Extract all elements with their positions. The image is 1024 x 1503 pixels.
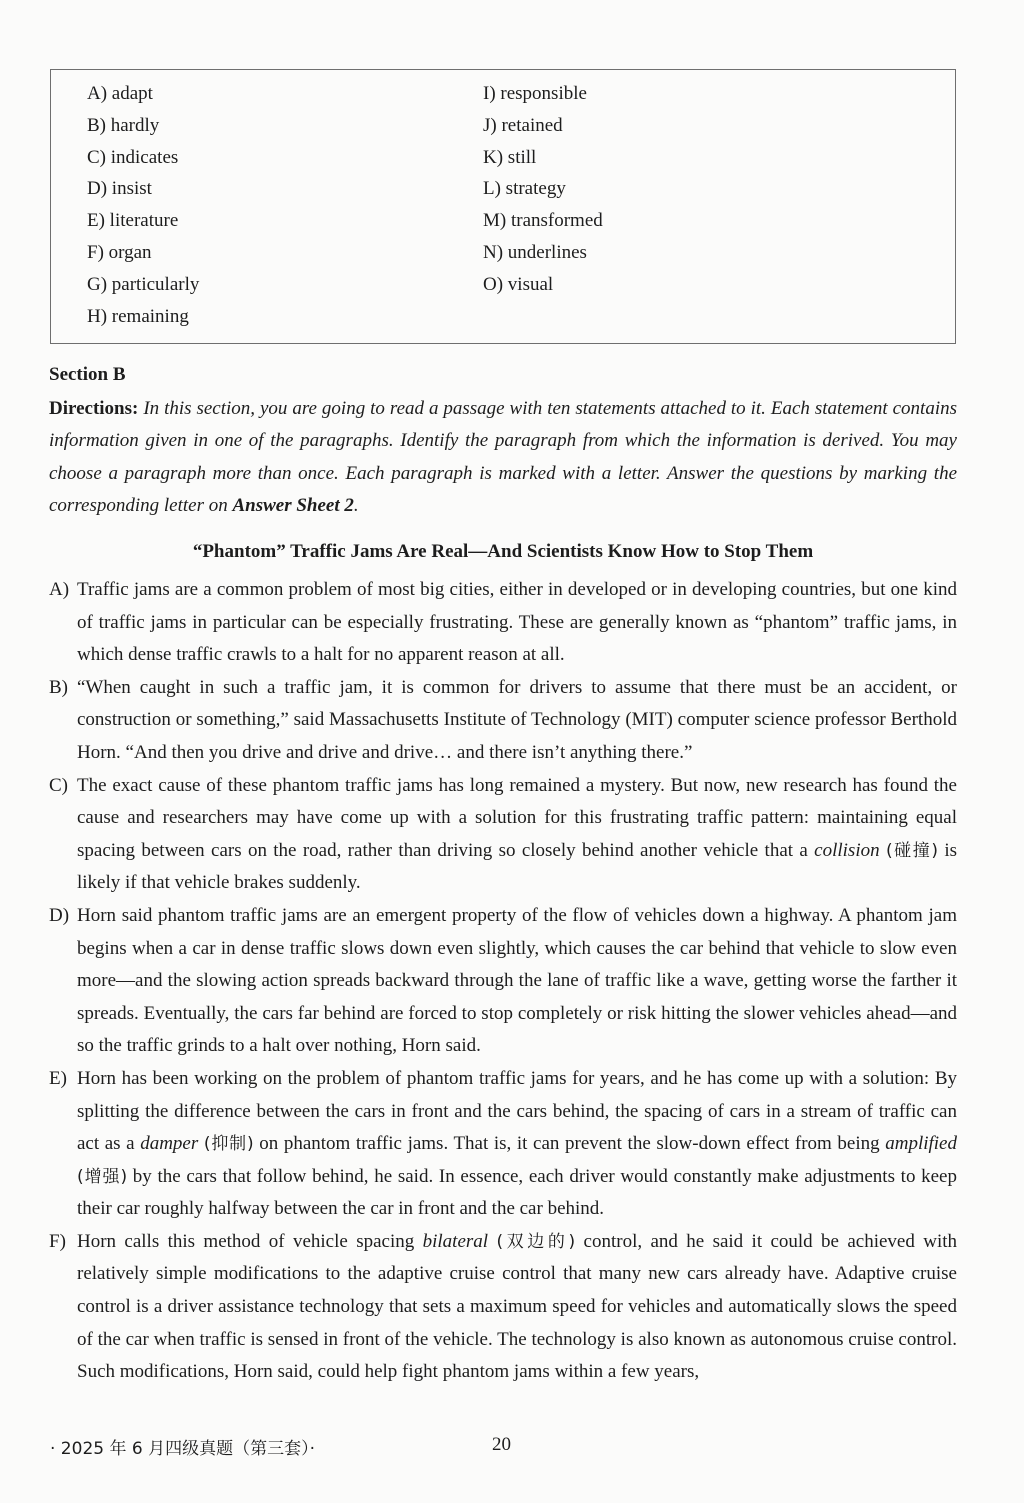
word-option: I) responsible (483, 83, 587, 104)
word-option: F) organ (87, 241, 152, 263)
chinese-gloss: (碰撞) (885, 840, 938, 861)
directions-period: . (353, 495, 359, 517)
paragraph-letter: C) (49, 774, 68, 796)
paragraph-f (49, 1226, 957, 1389)
paragraph-letter: D) (49, 904, 70, 926)
word-bank-box (50, 69, 956, 344)
word-option: E) literature (87, 210, 179, 232)
text-segment: on phantom traffic jams. That is, it can prevent the slow-down effect from being (259, 1133, 880, 1155)
text-segment: Horn calls this method of vehicle spacing (77, 1230, 415, 1252)
passage (49, 574, 957, 1389)
paragraph-letter: E) (49, 1067, 67, 1089)
word-option: D) insist (87, 178, 152, 200)
word-option: K) still (483, 146, 537, 168)
word-option: M) transformed (483, 210, 603, 232)
page-number: 20 (492, 1434, 511, 1455)
chinese-gloss: (双边的) (496, 1231, 576, 1252)
directions-text: In this section, you are going to read a passage with ten statements attached to it. Each statement contains information given in one of the paragraphs. Identify the paragraph from which the information is derived. You may choose a paragraph more than once. Each paragraph is marked with a letter. Answer the questions by marking the corresponding letter on (49, 398, 958, 517)
text-segment: is likely if that vehicle brakes suddenly. (77, 839, 958, 894)
word-option: B) hardly (87, 114, 160, 136)
paragraph-c (49, 770, 957, 900)
word-bank-right-column (483, 78, 603, 301)
paragraph-letter: B) (49, 676, 68, 698)
paragraph-e (49, 1063, 957, 1226)
word-option: G) particularly (87, 273, 200, 295)
word-bank-left-column (87, 78, 199, 332)
chinese-gloss: (抑制) (203, 1134, 254, 1155)
answer-sheet-ref: Answer Sheet 2 (232, 495, 354, 517)
glossed-term: bilateral (422, 1230, 489, 1252)
paragraph-text: Traffic jams are a common problem of most big cities, either in developed or in developing countries, but one kind of traffic jams in particular can be especially frustrating. These are generally known as “phantom” traffic jams, in which dense traffic crawls to a halt for no apparent reason at all. (77, 579, 957, 666)
glossed-term: collision (814, 839, 880, 861)
word-option: H) remaining (87, 305, 189, 327)
word-option: N) underlines (483, 241, 587, 263)
paragraph-text (77, 1226, 957, 1389)
paragraph-text (77, 770, 957, 900)
word-option: J) retained (483, 114, 563, 136)
paragraph-letter: F) (49, 1230, 66, 1252)
word-option: O) visual (483, 273, 554, 295)
word-option: C) indicates (87, 146, 179, 168)
directions-label: Directions: (49, 398, 139, 419)
paragraph-a (49, 574, 957, 672)
glossed-term: amplified (885, 1133, 957, 1155)
paragraph-text: Horn said phantom traffic jams are an emergent property of the flow of vehicles down a highway. A phantom jam begins when a car in dense traffic slows down even slightly, which causes the car behind that vehicle to slow even more—and the slowing action spreads backward through the lane of traffic like a wave, getting worse the farther it spreads. Eventually, the cars far behind are forced to stop completely or risk hitting the slower vehicles ahead—and so the traffic grinds to a halt over nothing, Horn said. (77, 904, 957, 1057)
paragraph-d (49, 900, 957, 1063)
text-segment: The exact cause of these phantom traffic jams has long remained a mystery. But now, new research has found the cause and researchers may have come up with a solution for this frustrating traffic pattern: maintaining equal spacing between cars on the road, rather than driving so closely behind another vehicle that a (77, 774, 957, 861)
text-segment: control, and he said it could be achieved with relatively simple modifications to the adaptive cruise control that many new cars already have. Adaptive cruise control is a driver assistance technology that sets a maximum speed for vehicles and automatically slows the speed of the car when traffic is sensed in front of the vehicle. The technology is also known as autonomous cruise control. Such modifications, Horn said, could help fight phantom jams within a few years, (77, 1230, 958, 1383)
text-segment: by the cars that follow behind, he said. In essence, each driver would constantly make adjustments to keep their car roughly halfway between the car in front and the car behind. (77, 1165, 957, 1220)
passage-title: “Phantom” Traffic Jams Are Real—And Scientists Know How to Stop Them (192, 541, 814, 562)
chinese-gloss: (增强) (77, 1166, 128, 1187)
text-segment: Horn has been working on the problem of phantom traffic jams for years, and he has come up with a solution: By splitting the difference between the cars in front and the cars behind, the spacing of cars in a stream of traffic can act as a (77, 1067, 957, 1155)
directions (49, 393, 957, 523)
paragraph-text: “When caught in such a traffic jam, it is common for drivers to assume that there must be an accident, or construction or something,” said Massachusetts Institute of Technology (MIT) computer science professor Berthold Horn. “And then you drive and drive and drive… and there isn’t anything there.” (77, 676, 957, 763)
word-option: A) adapt (87, 83, 153, 104)
paragraph-letter: A) (49, 579, 70, 600)
word-option: L) strategy (483, 178, 566, 200)
glossed-term: damper (140, 1133, 199, 1155)
paragraph-b (49, 672, 957, 770)
section-heading: Section B (49, 364, 126, 385)
paragraph-text (77, 1063, 957, 1226)
exam-footer: · 2025 年 6 月四级真题（第三套）· (50, 1439, 316, 1459)
